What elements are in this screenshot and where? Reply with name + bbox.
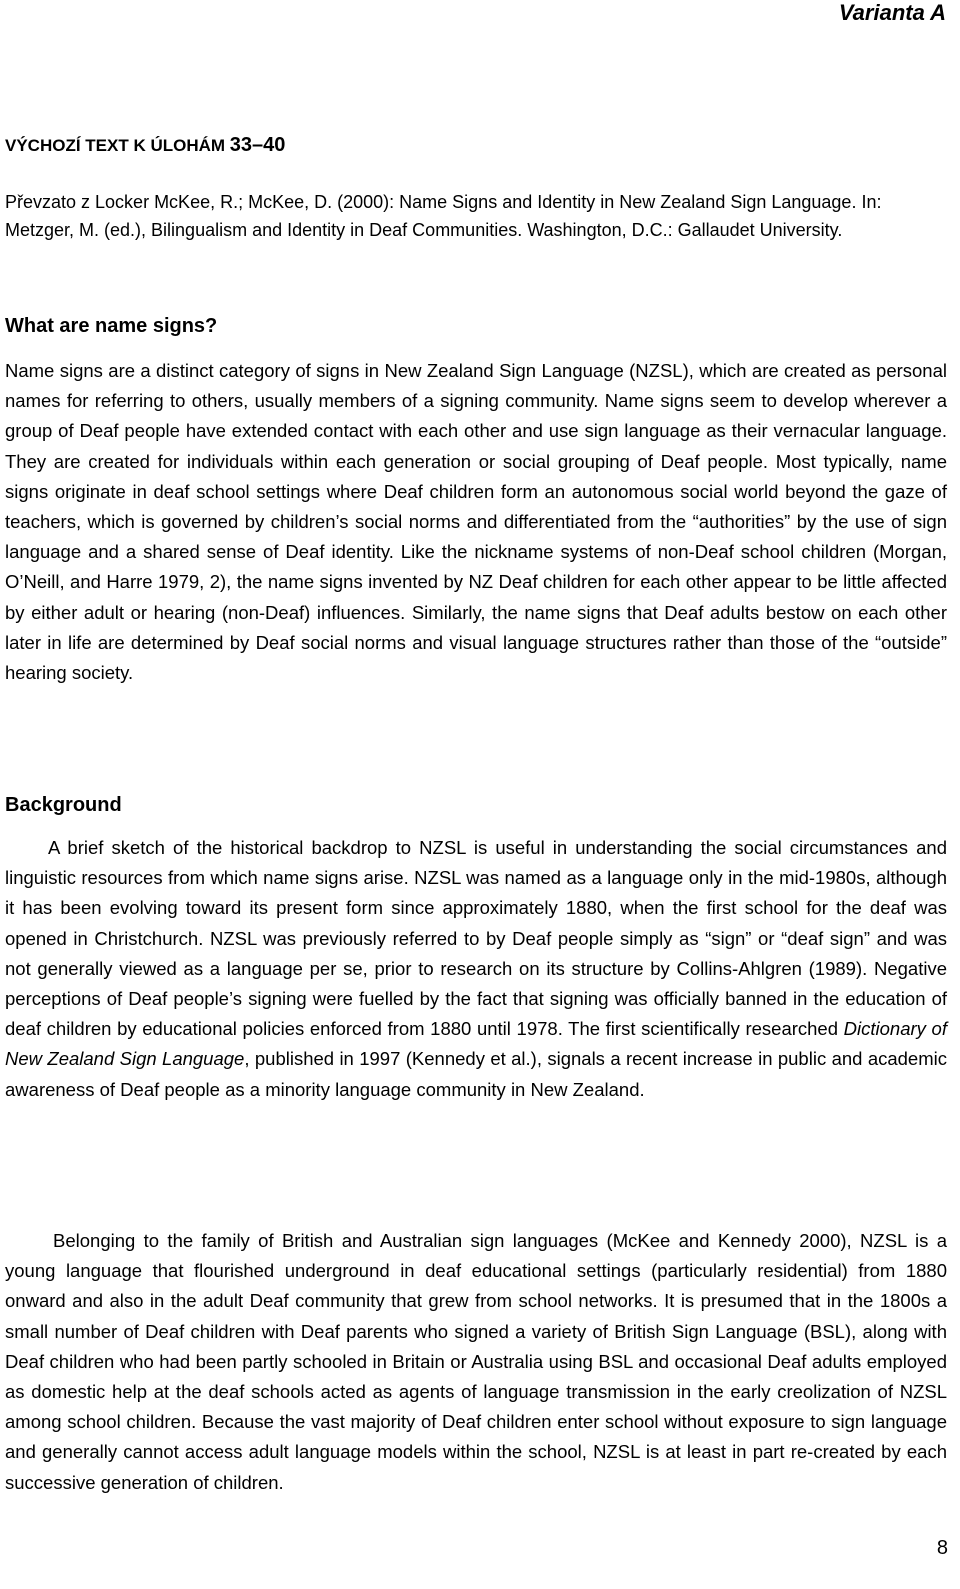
paragraph-background [5, 833, 947, 1105]
variant-label: Varianta A [838, 0, 946, 25]
source-citation: Převzato z Locker McKee, R.; McKee, D. (2000): Name Signs and Identity in New Zealand Sign Language. In: Metzger, M. (ed.), Bilingualism and Identity in Deaf Communities. Washington, D.C.: Gallaudet University. [5, 192, 882, 240]
section-heading-text: VÝCHOZÍ TEXT K ÚLOHÁM [5, 136, 226, 155]
section-heading-range: 33–40 [229, 134, 286, 156]
paragraph-background-continuation: , published in 1997 (Kennedy et al.), signals a recent increase in public and academic awareness of Deaf people as a minority language community in New Zealand. [5, 1048, 947, 1100]
dictionary-title: Dictionary of New Zealand Sign Language [5, 1018, 947, 1070]
page-number: 8 [936, 1537, 948, 1559]
section-heading [5, 131, 285, 160]
paragraph-background-text: A brief sketch of the historical backdrop to NZSL is useful in understanding the social circumstances and linguistic resources from which name signs arise. NZSL was named as a language only in the mid-1980s, although it has been evolving toward its present form since approximately 1880, when the first school for the deaf was opened in Christchurch. NZSL was previously referred to by Deaf people simply as “sign” or “deaf sign” and was not generally viewed as a language per se, prior to research on its structure by Collins-Ahlgren (1989). Negative perceptions of Deaf people’s signing were fuelled by the fact that signing was officially banned in the education of deaf children by educational policies enforced from 1880 until 1978. The first scientifically researched [5, 837, 947, 1040]
heading-background: Background [5, 794, 122, 816]
heading-what-are-name-signs: What are name signs? [5, 315, 218, 337]
paragraph-language-family: Belonging to the family of British and Australian sign languages (McKee and Kennedy 2000), NZSL is a young language that flourished underground in deaf educational settings (particularly residential) from 1880 onward and also in the adult Deaf community that grew from school networks. It is presumed that in the 1800s a small number of Deaf children with Deaf parents who signed a variety of British Sign Language (BSL), along with Deaf children who had been partly schooled in Britain or Australia using BSL and occasional Deaf adults employed as domestic help at the deaf schools acted as agents of language transmission in the early creolization of NZSL among school children. Because the vast majority of Deaf children enter school without exposure to sign language and generally cannot access adult language models within the school, NZSL is at least in part re-created by each successive generation of children. [5, 1230, 947, 1493]
paragraph-name-signs: Name signs are a distinct category of signs in New Zealand Sign Language (NZSL), which are created as personal names for referring to others, usually members of a signing community. Name signs seem to develop wherever a group of Deaf people have extended contact with each other and use sign language as their vernacular language. They are created for individuals within each generation or social grouping of Deaf people. Most typically, name signs originate in deaf school settings where Deaf children form an autonomous social world beyond the gaze of teachers, which is governed by children’s social norms and differentiated from the “authorities” by the use of sign language and a shared sense of Deaf identity. Like the nickname systems of non-Deaf school children (Morgan, O’Neill, and Harre 1979, 2), the name signs invented by NZ Deaf children for each other appear to be little affected by either adult or hearing (non-Deaf) influences. Similarly, the name signs that Deaf adults bestow on each other later in life are determined by Deaf social norms and visual language structures rather than those of the “outside” hearing society. [5, 360, 947, 684]
